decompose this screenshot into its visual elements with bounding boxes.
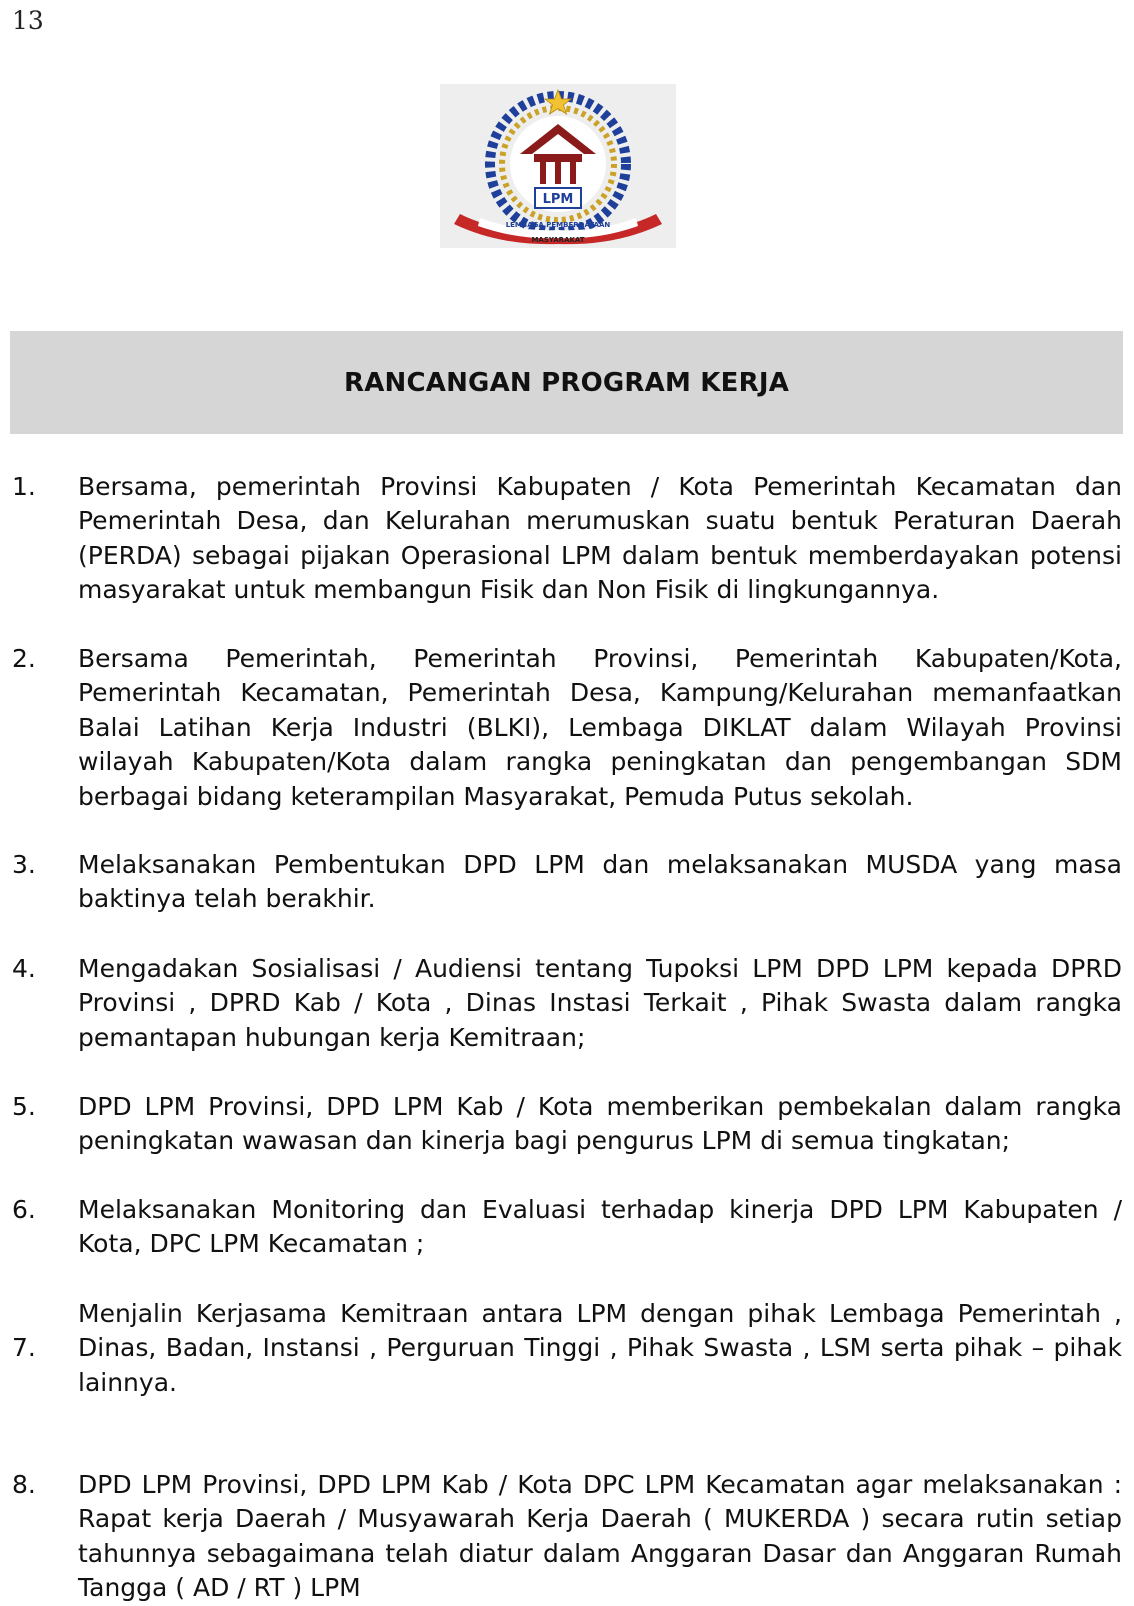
item-text: Menjalin Kerjasama Kemitraan antara LPM dengan pihak Lembaga Pemerintah , Dinas, Badan, Instansi , Perguruan Tinggi , Pihak Swasta , LSM serta pihak – pihak lainnya.	[78, 1299, 1122, 1397]
list-item	[10, 1193, 1122, 1262]
list-item	[10, 1090, 1122, 1159]
item-text: Mengadakan Sosialisasi / Audiensi tentang Tupoksi LPM DPD LPM kepada DPRD Provinsi , DPRD Kab / Kota , Dinas Instasi Terkait , Pihak Swasta dalam rangka pemantapan hubungan kerja Kemitraan;	[78, 954, 1122, 1052]
item-number: 6.	[12, 1195, 36, 1224]
logo-ribbon-line2: MASYARAKAT	[531, 236, 585, 244]
title-band	[10, 331, 1123, 434]
list-item	[10, 952, 1122, 1055]
item-number: 8.	[12, 1470, 36, 1499]
list-item	[10, 470, 1122, 608]
item-text: Bersama, pemerintah Provinsi Kabupaten / Kota Pemerintah Kecamatan dan Pemerintah Desa, dan Kelurahan merumuskan suatu bentuk Peraturan Daerah (PERDA) sebagai pijakan Operasional LPM dalam bentuk memberdayakan potensi masyarakat untuk membangun Fisik dan Non Fisik di lingkungannya.	[78, 472, 1122, 605]
list-item	[10, 848, 1122, 917]
lpm-logo	[440, 84, 676, 248]
item-number: 4.	[12, 954, 36, 983]
logo-text: LPM	[542, 192, 574, 207]
item-text: Bersama Pemerintah, Pemerintah Provinsi, Pemerintah Kabupaten/Kota, Pemerintah Kecamatan, Pemerintah Desa, Kampung/Kelurahan memanfaatkan Balai Latihan Kerja Industri (BLKI), Lembaga DIKLAT dalam Wilayah Provinsi wilayah Kabupaten/Kota dalam rangka peningkatan dan pengembangan SDM berbagai bidang keterampilan Masyarakat, Pemuda Putus sekolah.	[78, 644, 1122, 811]
item-number: 5.	[12, 1092, 36, 1121]
item-number: 3.	[12, 850, 36, 879]
page-number: 13	[12, 6, 44, 35]
item-number: 1.	[12, 472, 36, 501]
list-item	[10, 1468, 1122, 1606]
item-text: Melaksanakan Pembentukan DPD LPM dan melaksanakan MUSDA yang masa baktinya telah berakhir.	[78, 850, 1122, 914]
item-number: 2.	[12, 644, 36, 673]
logo-ribbon-line1: LEMBAGA PEMBERDAYAAN	[505, 221, 611, 229]
list-item	[10, 642, 1122, 814]
item-text: Melaksanakan Monitoring dan Evaluasi terhadap kinerja DPD LPM Kabupaten / Kota, DPC LPM Kecamatan ;	[78, 1195, 1122, 1259]
item-text: DPD LPM Provinsi, DPD LPM Kab / Kota DPC LPM Kecamatan agar melaksanakan : Rapat kerja Daerah / Musyawarah Kerja Daerah ( MUKERDA ) secara rutin setiap tahunnya sebagaimana telah diatur dalam Anggaran Dasar dan Anggaran Rumah Tangga ( AD / RT ) LPM	[78, 1470, 1122, 1603]
list-item	[10, 1297, 1122, 1400]
item-text: DPD LPM Provinsi, DPD LPM Kab / Kota memberikan pembekalan dalam rangka peningkatan wawasan dan kinerja bagi pengurus LPM di semua tingkatan;	[78, 1092, 1122, 1156]
page-title: RANCANGAN PROGRAM KERJA	[343, 367, 790, 398]
item-number: 7.	[12, 1333, 36, 1362]
lpm-emblem-icon	[440, 84, 676, 248]
